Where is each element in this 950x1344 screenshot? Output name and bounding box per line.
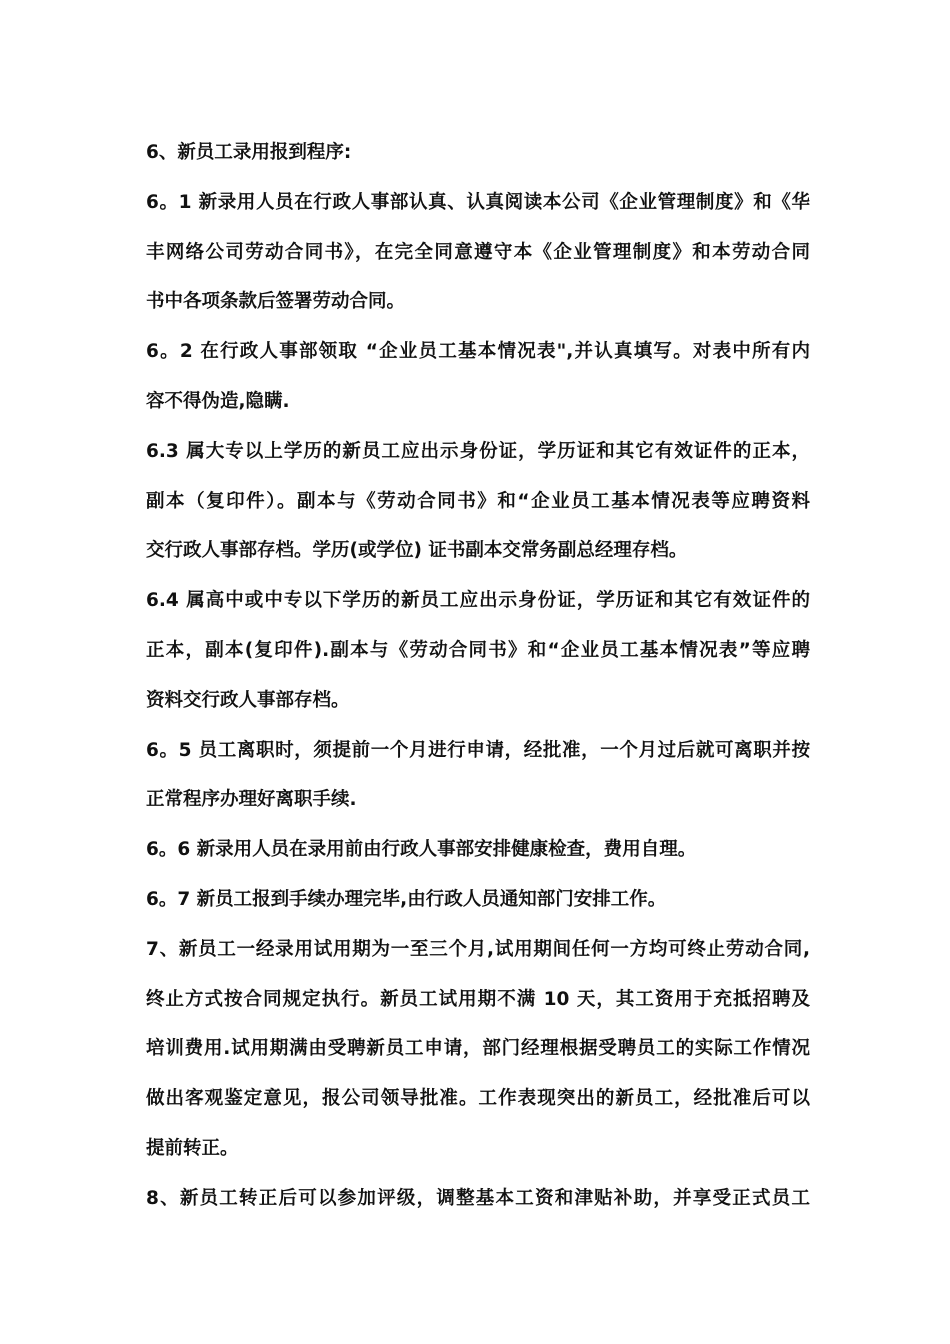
document-body <box>146 128 810 1224</box>
paragraph-6-1-line-1: 6。1 新录用人员在行政人事部认真、认真阅读本公司《企业管理制度》和《华 <box>146 191 810 213</box>
paragraph-6-5-line-1: 6。5 员工离职时，须提前一个月进行申请，经批准，一个月过后就可离职并按 <box>146 739 810 761</box>
paragraph-8-line-1: 8、新员工转正后可以参加评级，调整基本工资和津贴补助，并享受正式员工 <box>146 1187 810 1209</box>
paragraph-6-2-line-1: 6。2 在行政人事部领取 “企业员工基本情况表",并认真填写。对表中所有内 <box>146 341 810 363</box>
paragraph-6-3-line-1: 6.3 属大专以上学历的新员工应出示身份证，学历证和其它有效证件的正本， <box>146 440 810 462</box>
paragraph-6-5-line-2: 正常程序办理好离职手续. <box>146 789 357 811</box>
paragraph-7-line-4: 做出客观鉴定意见，报公司领导批准。工作表现突出的新员工，经批准后可以 <box>146 1088 810 1110</box>
paragraph-7-line-1: 7、新员工一经录用试用期为一至三个月,试用期间任何一方均可终止劳动合同, <box>146 938 810 960</box>
paragraph-7-line-5: 提前转正。 <box>146 1137 239 1159</box>
paragraph-7-line-3: 培训费用.试用期满由受聘新员工申请，部门经理根据受聘员工的实际工作情况 <box>146 1038 810 1060</box>
paragraph-6-4-line-2: 正本，副本(复印件).副本与《劳动合同书》和“企业员工基本情况表”等应聘 <box>146 639 810 661</box>
paragraph-6-3-line-3: 交行政人事部存档。学历(或学位) 证书副本交常务副总经理存档。 <box>146 540 688 562</box>
paragraph-6-3-line-2: 副本（复印件）。副本与《劳动合同书》和“企业员工基本情况表等应聘资料 <box>146 490 810 512</box>
paragraph-6-4-line-1: 6.4 属高中或中专以下学历的新员工应出示身份证，学历证和其它有效证件的 <box>146 590 810 612</box>
paragraph-6-1-line-2: 丰网络公司劳动合同书》，在完全同意遵守本《企业管理制度》和本劳动合同 <box>146 241 810 263</box>
paragraph-6-2-line-2: 容不得伪造,隐瞒. <box>146 390 290 412</box>
section-6-heading: 6、新员工录用报到程序: <box>146 142 352 163</box>
paragraph-6-1-line-3: 书中各项条款后签署劳动合同。 <box>146 291 406 313</box>
paragraph-7-line-2: 终止方式按合同规定执行。新员工试用期不满 10 天，其工资用于充抵招聘及 <box>146 988 810 1010</box>
paragraph-6-6: 6。6 新录用人员在录用前由行政人事部安排健康检查，费用自理。 <box>146 839 697 861</box>
paragraph-6-7: 6。7 新员工报到手续办理完毕,由行政人员通知部门安排工作。 <box>146 888 667 910</box>
paragraph-6-4-line-3: 资料交行政人事部存档。 <box>146 689 350 711</box>
